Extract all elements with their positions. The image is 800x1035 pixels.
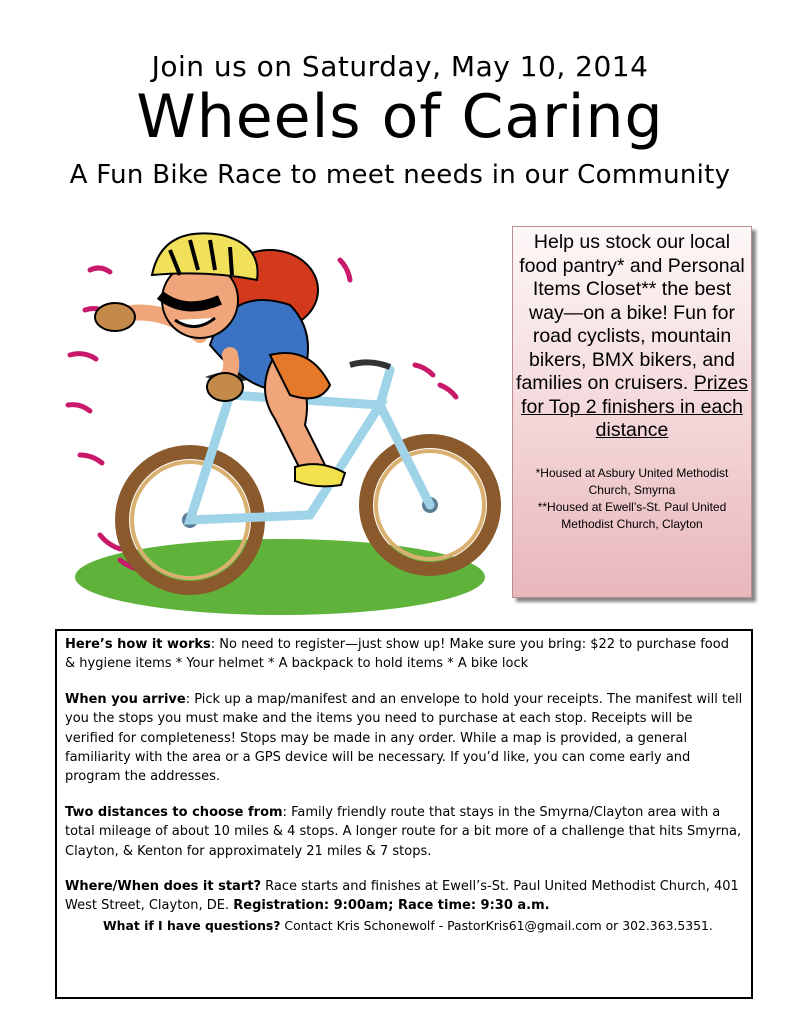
prizes-text: Prizes for Top 2 finishers in each distance xyxy=(521,372,748,441)
questions-label: What if I have questions? xyxy=(103,917,281,933)
where-when-text: Race starts and finishes at Ewell’s-St. Paul United Methodist Church, 401 West Street, Clayton, DE. xyxy=(65,879,739,914)
distances-paragraph xyxy=(65,803,743,861)
where-when-label: Where/When does it start? xyxy=(65,879,261,895)
info-box xyxy=(512,226,752,598)
rider xyxy=(95,233,345,486)
how-it-works-label: Here’s how it works xyxy=(65,637,211,652)
distances-text: : Family friendly route that stays in the Smyrna/Clayton area with a total mileage of about 10 miles & 4 stops. A longer route for a bit more of a challenge that hits Smyrna, Clayton, & Kenton for approximately 21 miles & 7 stops. xyxy=(65,804,742,859)
when-you-arrive-paragraph xyxy=(65,690,743,787)
event-date-line: Join us on Saturday, May 10, 2014 xyxy=(151,50,649,83)
cyclist-illustration xyxy=(60,205,520,615)
event-subtitle: A Fun Bike Race to meet needs in our Community xyxy=(69,160,731,190)
info-main-text xyxy=(513,231,751,443)
details-box xyxy=(55,629,753,999)
registration-time: Registration: 9:00am; Race time: 9:30 a.m. xyxy=(233,898,550,914)
note-food-pantry: *Housed at Asbury United Methodist Church, Smyrna xyxy=(535,465,729,497)
questions-paragraph xyxy=(65,916,743,935)
where-when-paragraph xyxy=(65,877,743,916)
questions-text: Contact Kris Schonewolf - PastorKris61@gmail.com or 302.363.5351. xyxy=(280,917,713,933)
how-it-works-text: : No need to register—just show up! Make sure you bring: $22 to purchase food & hygiene items * Your helmet * A backpack to hold items * A bike lock xyxy=(65,637,729,672)
when-you-arrive-text: : Pick up a map/manifest and an envelope to hold your receipts. The manifest will tell you the stops you must make and the items you need to purchase at each stop. Receipts will be verified for completeness! Stops may be made in any order. While a map is provided, a general familiarity with the area or a GPS device will be necessary. If you’d like, you can come early and program the addresses. xyxy=(65,691,743,785)
info-notes xyxy=(513,465,751,533)
how-it-works-paragraph xyxy=(65,635,743,674)
when-you-arrive-label: When you arrive xyxy=(65,691,186,707)
event-title: Wheels of Caring xyxy=(136,82,664,152)
info-plain-text: Help us stock our local food pantry* and Personal Items Closet** the best way—on a bike! Fun for road cyclists, mountain bikers, BMX bikers, and families on cruisers. xyxy=(516,231,745,394)
distances-label: Two distances to choose from xyxy=(65,804,283,820)
note-items-closet: **Housed at Ewell’s-St. Paul United Methodist Church, Clayton xyxy=(537,499,727,531)
